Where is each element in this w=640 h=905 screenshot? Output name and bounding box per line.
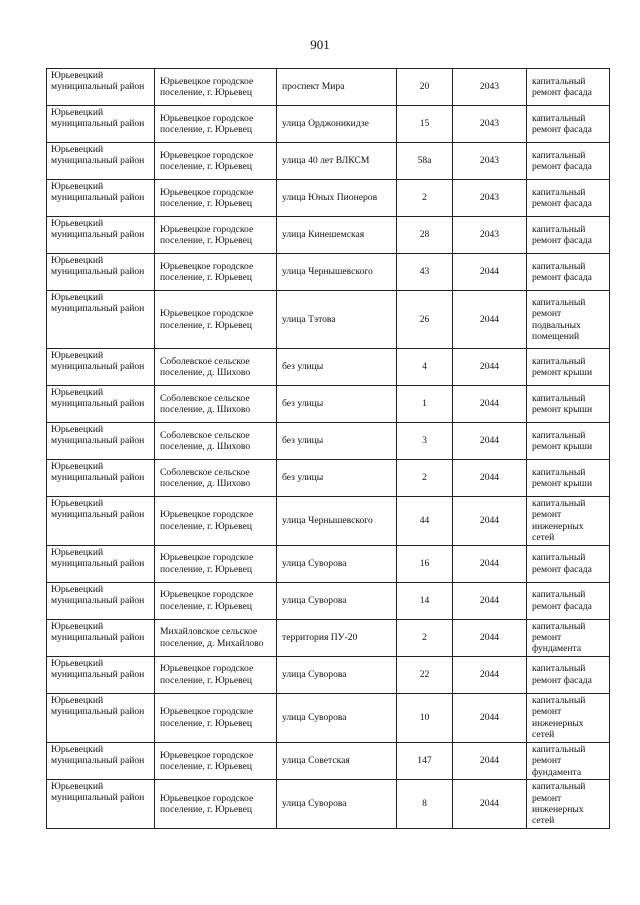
cell-house-number: 147	[397, 742, 453, 779]
table-body	[47, 69, 610, 829]
table-row	[47, 254, 610, 291]
cell-year: 2044	[453, 693, 527, 742]
table-row	[47, 460, 610, 497]
cell-district: Юрьевецкий муниципальный район	[47, 497, 155, 546]
cell-street: проспект Мира	[277, 69, 397, 106]
cell-settlement: Юрьевецкое городское поселение, г. Юрьевец	[155, 780, 277, 829]
cell-district: Юрьевецкий муниципальный район	[47, 254, 155, 291]
cell-street: улица Суворова	[277, 582, 397, 619]
cell-district: Юрьевецкий муниципальный район	[47, 423, 155, 460]
cell-district: Юрьевецкий муниципальный район	[47, 217, 155, 254]
cell-house-number: 2	[397, 460, 453, 497]
cell-work-type: капитальный ремонт крыши	[527, 460, 610, 497]
cell-work-type: капитальный ремонт инженерных сетей	[527, 497, 610, 546]
table-row	[47, 693, 610, 742]
cell-year: 2044	[453, 619, 527, 656]
cell-house-number: 22	[397, 656, 453, 693]
table-row	[47, 106, 610, 143]
cell-house-number: 4	[397, 349, 453, 386]
cell-house-number: 43	[397, 254, 453, 291]
cell-work-type: капитальный ремонт подвальных помещений	[527, 291, 610, 349]
table-row	[47, 780, 610, 829]
cell-year: 2044	[453, 460, 527, 497]
cell-district: Юрьевецкий муниципальный район	[47, 460, 155, 497]
cell-year: 2044	[453, 582, 527, 619]
cell-district: Юрьевецкий муниципальный район	[47, 349, 155, 386]
cell-work-type: капитальный ремонт инженерных сетей	[527, 693, 610, 742]
cell-street: улица Чернышевского	[277, 497, 397, 546]
cell-settlement: Юрьевецкое городское поселение, г. Юрьевец	[155, 180, 277, 217]
cell-work-type: капитальный ремонт крыши	[527, 349, 610, 386]
table-row	[47, 497, 610, 546]
cell-street: территория ПУ-20	[277, 619, 397, 656]
cell-district: Юрьевецкий муниципальный район	[47, 180, 155, 217]
cell-work-type: капитальный ремонт фасада	[527, 143, 610, 180]
cell-work-type: капитальный ремонт фасада	[527, 582, 610, 619]
cell-year: 2043	[453, 143, 527, 180]
cell-street: улица Чернышевского	[277, 254, 397, 291]
cell-house-number: 2	[397, 180, 453, 217]
cell-district: Юрьевецкий муниципальный район	[47, 106, 155, 143]
cell-street: улица Тэтова	[277, 291, 397, 349]
cell-settlement: Соболевское сельское поселение, д. Шихово	[155, 349, 277, 386]
cell-district: Юрьевецкий муниципальный район	[47, 143, 155, 180]
cell-work-type: капитальный ремонт фасада	[527, 254, 610, 291]
cell-settlement: Соболевское сельское поселение, д. Шихово	[155, 460, 277, 497]
page-number: 901	[310, 37, 330, 52]
table-row	[47, 386, 610, 423]
cell-year: 2044	[453, 423, 527, 460]
table-row	[47, 217, 610, 254]
cell-street: без улицы	[277, 386, 397, 423]
cell-year: 2043	[453, 180, 527, 217]
cell-house-number: 8	[397, 780, 453, 829]
cell-year: 2044	[453, 497, 527, 546]
table-row	[47, 180, 610, 217]
cell-work-type: капитальный ремонт фасада	[527, 69, 610, 106]
cell-district: Юрьевецкий муниципальный район	[47, 742, 155, 779]
table-row	[47, 291, 610, 349]
cell-settlement: Юрьевецкое городское поселение, г. Юрьевец	[155, 106, 277, 143]
table-row	[47, 143, 610, 180]
cell-house-number: 14	[397, 582, 453, 619]
table-row	[47, 742, 610, 779]
table-row	[47, 69, 610, 106]
cell-street: улица Советская	[277, 742, 397, 779]
cell-year: 2044	[453, 254, 527, 291]
cell-district: Юрьевецкий муниципальный район	[47, 656, 155, 693]
cell-year: 2044	[453, 656, 527, 693]
cell-street: улица Суворова	[277, 656, 397, 693]
cell-street: улица Орджоникидзе	[277, 106, 397, 143]
cell-house-number: 1	[397, 386, 453, 423]
cell-street: улица Суворова	[277, 693, 397, 742]
table-row	[47, 582, 610, 619]
cell-work-type: капитальный ремонт фасада	[527, 656, 610, 693]
cell-street: улица Кинешемская	[277, 217, 397, 254]
table-row	[47, 619, 610, 656]
cell-settlement: Юрьевецкое городское поселение, г. Юрьевец	[155, 143, 277, 180]
cell-settlement: Соболевское сельское поселение, д. Шихово	[155, 423, 277, 460]
cell-house-number: 28	[397, 217, 453, 254]
cell-district: Юрьевецкий муниципальный район	[47, 69, 155, 106]
cell-street: улица 40 лет ВЛКСМ	[277, 143, 397, 180]
cell-year: 2044	[453, 349, 527, 386]
cell-district: Юрьевецкий муниципальный район	[47, 291, 155, 349]
table-row	[47, 656, 610, 693]
cell-year: 2044	[453, 545, 527, 582]
cell-year: 2043	[453, 217, 527, 254]
table-row	[47, 545, 610, 582]
cell-work-type: капитальный ремонт крыши	[527, 386, 610, 423]
cell-street: без улицы	[277, 423, 397, 460]
cell-street: улица Суворова	[277, 780, 397, 829]
cell-settlement: Юрьевецкое городское поселение, г. Юрьевец	[155, 742, 277, 779]
cell-year: 2044	[453, 291, 527, 349]
cell-district: Юрьевецкий муниципальный район	[47, 619, 155, 656]
table-row	[47, 423, 610, 460]
cell-settlement: Юрьевецкое городское поселение, г. Юрьевец	[155, 217, 277, 254]
repair-schedule-table	[46, 68, 610, 829]
cell-house-number: 58а	[397, 143, 453, 180]
cell-district: Юрьевецкий муниципальный район	[47, 693, 155, 742]
cell-settlement: Соболевское сельское поселение, д. Шихово	[155, 386, 277, 423]
cell-house-number: 20	[397, 69, 453, 106]
cell-house-number: 3	[397, 423, 453, 460]
cell-work-type: капитальный ремонт инженерных сетей	[527, 780, 610, 829]
cell-house-number: 15	[397, 106, 453, 143]
cell-year: 2043	[453, 69, 527, 106]
cell-settlement: Юрьевецкое городское поселение, г. Юрьевец	[155, 545, 277, 582]
cell-year: 2044	[453, 386, 527, 423]
cell-house-number: 26	[397, 291, 453, 349]
cell-work-type: капитальный ремонт фундамента	[527, 742, 610, 779]
cell-settlement: Юрьевецкое городское поселение, г. Юрьевец	[155, 656, 277, 693]
cell-settlement: Юрьевецкое городское поселение, г. Юрьевец	[155, 69, 277, 106]
cell-district: Юрьевецкий муниципальный район	[47, 545, 155, 582]
cell-house-number: 2	[397, 619, 453, 656]
cell-year: 2044	[453, 742, 527, 779]
cell-work-type: капитальный ремонт фундамента	[527, 619, 610, 656]
cell-work-type: капитальный ремонт фасада	[527, 217, 610, 254]
cell-year: 2043	[453, 106, 527, 143]
cell-work-type: капитальный ремонт крыши	[527, 423, 610, 460]
cell-work-type: капитальный ремонт фасада	[527, 180, 610, 217]
cell-street: улица Юных Пионеров	[277, 180, 397, 217]
cell-house-number: 44	[397, 497, 453, 546]
cell-settlement: Юрьевецкое городское поселение, г. Юрьевец	[155, 497, 277, 546]
cell-settlement: Юрьевецкое городское поселение, г. Юрьевец	[155, 582, 277, 619]
cell-settlement: Юрьевецкое городское поселение, г. Юрьевец	[155, 254, 277, 291]
cell-street: без улицы	[277, 349, 397, 386]
cell-district: Юрьевецкий муниципальный район	[47, 582, 155, 619]
cell-work-type: капитальный ремонт фасада	[527, 106, 610, 143]
cell-district: Юрьевецкий муниципальный район	[47, 780, 155, 829]
cell-settlement: Юрьевецкое городское поселение, г. Юрьевец	[155, 291, 277, 349]
cell-street: улица Суворова	[277, 545, 397, 582]
cell-settlement: Михайловское сельское поселение, д. Михайлово	[155, 619, 277, 656]
table-row	[47, 349, 610, 386]
cell-house-number: 16	[397, 545, 453, 582]
cell-settlement: Юрьевецкое городское поселение, г. Юрьевец	[155, 693, 277, 742]
cell-street: без улицы	[277, 460, 397, 497]
cell-work-type: капитальный ремонт фасада	[527, 545, 610, 582]
cell-year: 2044	[453, 780, 527, 829]
cell-district: Юрьевецкий муниципальный район	[47, 386, 155, 423]
cell-house-number: 10	[397, 693, 453, 742]
